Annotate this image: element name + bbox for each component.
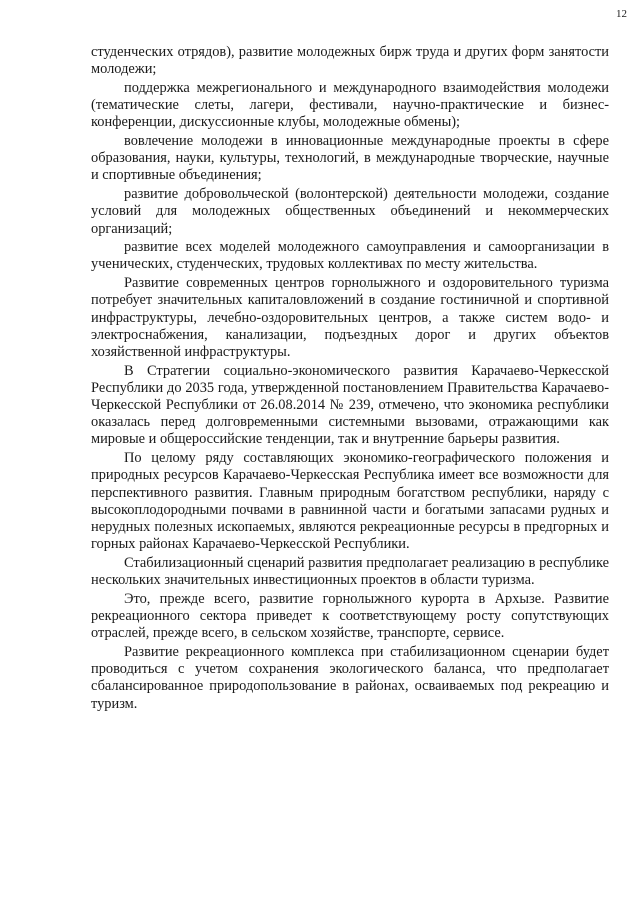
document-body xyxy=(91,44,609,714)
paragraph-3: вовлечение молодежи в инновационные международные проекты в сфере образования, науки, культуры, технологий, в международные творческие, научные и спортивные объединения; xyxy=(91,133,609,184)
paragraph-1: студенческих отрядов), развитие молодежных бирж труда и других форм занятости молодежи; xyxy=(91,44,609,78)
paragraph-9: Стабилизационный сценарий развития предполагает реализацию в республике нескольких значительных инвестиционных проектов в области туризма. xyxy=(91,554,609,589)
paragraph-4: развитие добровольческой (волонтерской) деятельности молодежи, создание условий для молодежных общественных объединений и некоммерческих организаций; xyxy=(91,186,609,237)
paragraph-8: По целому ряду составляющих экономико-географического положения и природных ресурсов Карачаево-Черкесская Республика имеет все возможности для перспективного развития. Главным природным богатством республики, наряду с высокоплодородными почвами в равнинной части и богатыми запасами рудных и нерудных полезных ископаемых, являются рекреационные ресурсы в предгорных и горных районах Карачаево-Черкесской Республики. xyxy=(91,450,609,553)
paragraph-10: Это, прежде всего, развитие горнолыжного курорта в Архызе. Развитие рекреационного сектора приведет к соответствующему росту сопутствующих отраслей, прежде всего, в сельском хозяйстве, транспорте, сервисе. xyxy=(91,590,609,642)
paragraph-11: Развитие рекреационного комплекса при стабилизационном сценарии будет проводиться с учетом сохранения экологического баланса, что предполагает сбалансированное природопользование в районах, осваиваемых под рекреацию и туризм. xyxy=(91,643,609,712)
paragraph-5: развитие всех моделей молодежного самоуправления и самоорганизации в ученических, студенческих, трудовых коллективах по месту жительства. xyxy=(91,239,609,273)
paragraph-7: В Стратегии социально-экономического развития Карачаево-Черкесской Республики до 2035 года, утвержденной постановлением Правительства Карачаево-Черкесской Республики от 26.08.2014 № 239, отмечено, что экономика республики оказалась перед долговременными системными вызовами, отражающими как мировые и общероссийские тенденции, так и внутренние барьеры развития. xyxy=(91,362,609,448)
paragraph-2: поддержка межрегионального и международного взаимодействия молодежи (тематические слеты, лагери, фестивали, научно-практические и бизнес-конференции, дискуссионные клубы, молодежные обмены); xyxy=(91,79,609,131)
page-number: 12 xyxy=(616,8,627,20)
paragraph-6: Развитие современных центров горнолыжного и оздоровительного туризма потребует значительных капиталовложений в создание гостиничной и спортивной инфраструктуры, лечебно-оздоровительных центров, а также систем водо- и электроснабжения, канализации, подъездных дорог и других объектов хозяйственной инфраструктуры. xyxy=(91,275,609,360)
